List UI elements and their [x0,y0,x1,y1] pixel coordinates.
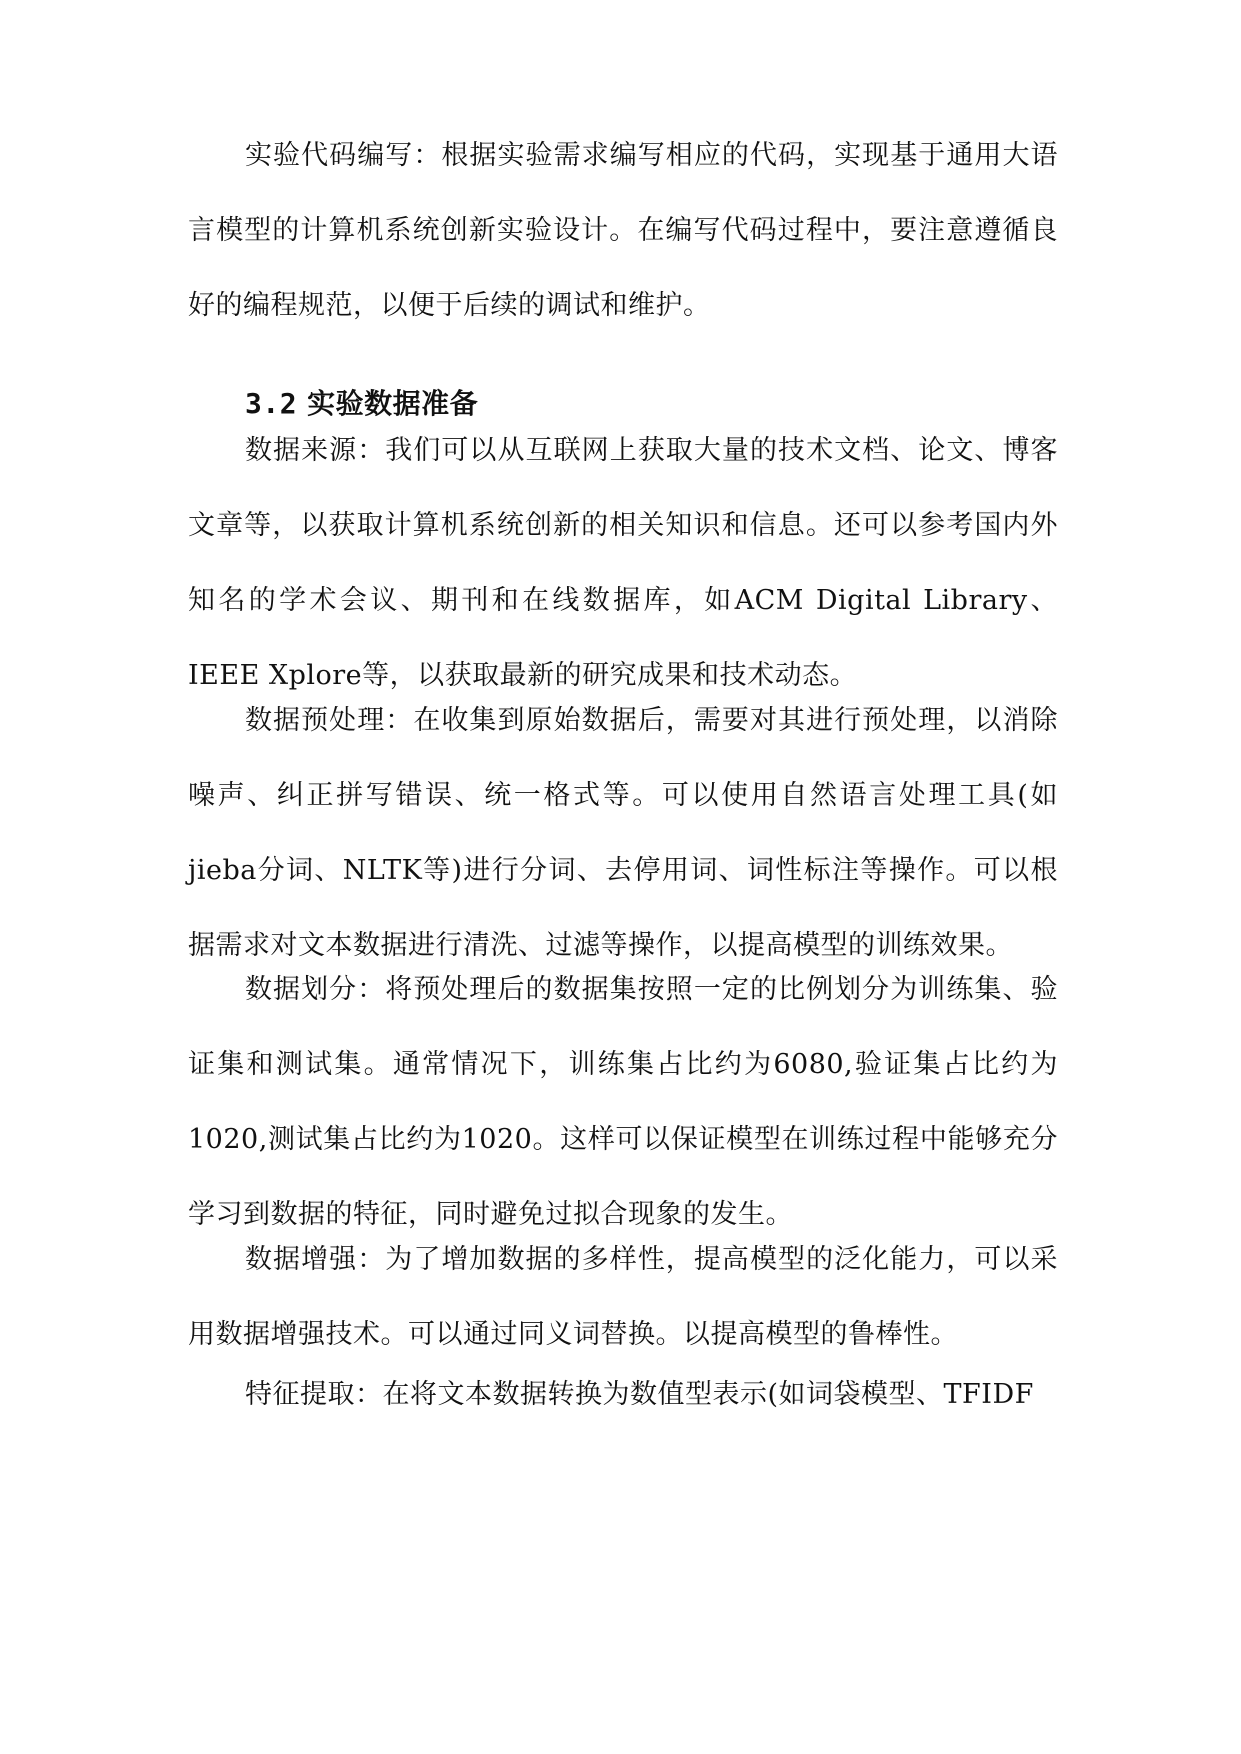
paragraph-data-split: 数据划分：将预处理后的数据集按照一定的比例划分为训练集、验证集和测试集。通常情况下，训练集占比约为6080,验证集占比约为1020,测试集占比约为1020。这样可以保证模型在训练过程中能够充分学习到数据的特征，同时避免过拟合现象的发生。 [188,974,1058,1230]
paragraph-data-preprocessing: 数据预处理：在收集到原始数据后，需要对其进行预处理，以消除噪声、纠正拼写错误、统一格式等。可以使用自然语言处理工具(如jieba分词、NLTK等)进行分词、去停用词、词性标注等操作。可以根据需求对文本数据进行清洗、过滤等操作，以提高模型的训练效果。 [188,705,1058,961]
paragraph-feature-extraction: 特征提取：在将文本数据转换为数值型表示(如词袋模型、TFIDF [245,1379,1034,1410]
paragraph-data-source: 数据来源：我们可以从互联网上获取大量的技术文档、论文、博客文章等，以获取计算机系统创新的相关知识和信息。还可以参考国内外知名的学术会议、期刊和在线数据库，如ACM Digital Library、IEEE Xplore等，以获取最新的研究成果和技术动态。 [188,435,1058,691]
section-title: 实验数据准备 [307,387,479,420]
section-number: 3.2 [245,387,298,420]
paragraph-data-augmentation: 数据增强：为了增加数据的多样性，提高模型的泛化能力，可以采用数据增强技术。可以通过同义词替换。以提高模型的鲁棒性。 [188,1244,1058,1350]
paragraph-code-writing: 实验代码编写：根据实验需求编写相应的代码，实现基于通用大语言模型的计算机系统创新实验设计。在编写代码过程中，要注意遵循良好的编程规范，以便于后续的调试和维护。 [188,140,1058,321]
